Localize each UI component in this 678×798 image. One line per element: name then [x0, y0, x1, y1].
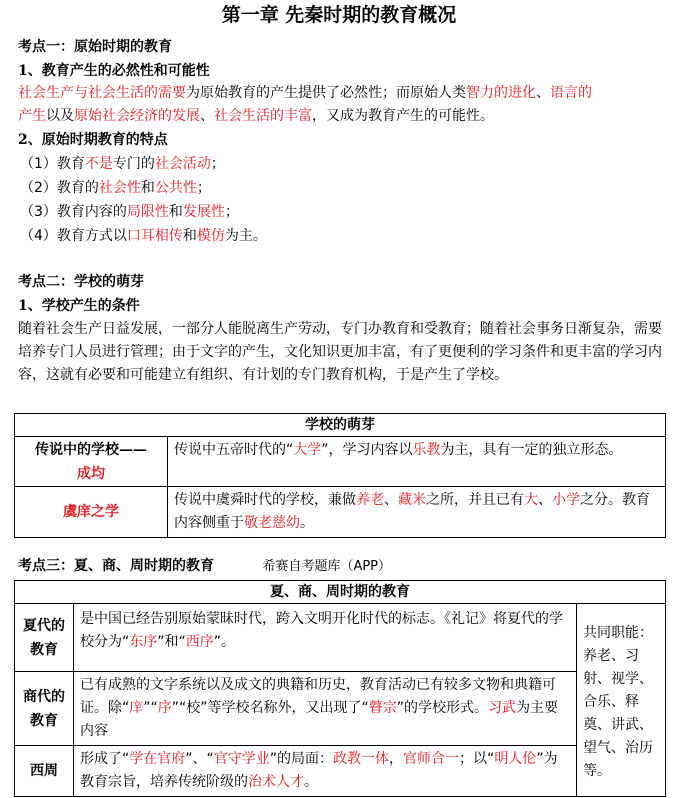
p1-e: 语言的 — [550, 85, 592, 101]
section1-sub2: 2、原始时期教育的特点 — [18, 132, 168, 148]
chapter-title: 第一章 先秦时期的教育概况 — [221, 4, 457, 26]
xsz-table-caption: 夏、商、周时期的教育 — [15, 581, 666, 604]
row-content-xia: 是中国已经告别原始蒙昧时代，跨入文明开化时代的标志。《礼记》将夏代的学校分为“东序”和“西序”。 — [74, 604, 577, 672]
sprout-table — [14, 413, 666, 538]
p1-i: 、 — [200, 108, 214, 124]
section2-paragraph: 随着社会生产日益发展，一部分人能脱离生产劳动，专门办教育和受教育；随着社会事务日渐复杂，需要培养专门人员进行管理；由于文字的产生，文化知识更加丰富，有了更便利的学习条件和更丰富的学习内容，这就有必要和可能建立有组织、有计划的专门教育机构，于是产生了学校。 — [18, 321, 662, 383]
p1-d: 、 — [536, 85, 550, 101]
row-content-yuxiang: 传说中虞舜时代的学校，兼做养老、藏米之所，并且已有大、小学之分。教育内容侧重于敬老慈幼。 — [168, 487, 666, 538]
feature-item: （2）教育的社会性和公共性； — [20, 180, 211, 196]
section3-header — [18, 556, 391, 577]
row-label-xia: 夏代的教育 — [15, 604, 74, 672]
row-content-chengjun: 传说中五帝时代的“大学”，学习内容以乐教为主，具有一定的独立形态。 — [168, 437, 666, 487]
feature-item: （1）教育不是专门的社会活动； — [20, 156, 225, 172]
section1-heading: 考点一：原始时期的教育 — [18, 39, 172, 55]
section1-paragraph — [18, 82, 663, 128]
common-functions: 共同职能：养老、习射、视学、合乐、释奠、讲武、望气、治历等。 — [577, 604, 666, 797]
row-label-zhou: 西周 — [15, 746, 74, 797]
row-content-zhou: 形成了“学在官府”、“官守学业”的局面：政教一体，官师合一；以“明人伦”为教育宗旨，培养传统阶级的治术人才。 — [74, 746, 577, 797]
row-content-shang: 已有成熟的文字系统以及成文的典籍和历史，教育活动已有较多文物和典籍可证。除“庠”“序”“校”等学校名称外，又出现了“瞽宗”的学校形式。习武为主要内容 — [74, 672, 577, 746]
p1-f: 产生 — [18, 108, 46, 124]
section2-heading: 考点二：学校的萌芽 — [18, 274, 144, 290]
p1-j: 社会生活的丰富 — [214, 108, 312, 124]
row-label-chengjun: 传说中的学校—— 成均 — [15, 437, 168, 487]
p1-k: ，又成为教育产生的可能性。 — [312, 108, 494, 124]
p1-c: 智力的进化 — [466, 85, 536, 101]
p1-h: 原始社会经济的发展 — [74, 108, 200, 124]
section3-heading: 考点三：夏、商、周时期的教育 — [18, 558, 214, 574]
feature-item: （4）教育方式以口耳相传和模仿为主。 — [20, 228, 267, 244]
p1-g: 以及 — [46, 108, 74, 124]
row-label-yuxiang: 虞庠之学 — [15, 487, 168, 538]
section2-sub1: 1、学校产生的条件 — [18, 298, 140, 314]
p1-a: 社会生产与社会生活的需要 — [18, 85, 186, 101]
feature-item: （3）教育内容的局限性和发展性； — [20, 204, 239, 220]
row-label-shang: 商代的教育 — [15, 672, 74, 746]
section1-sub1: 1、教育产生的必然性和可能性 — [18, 63, 210, 79]
p1-b: 为原始教育的产生提供了必然性；而原始人类 — [186, 85, 466, 101]
app-note: 希赛自考题库（APP） — [262, 559, 392, 574]
xsz-table — [14, 580, 666, 797]
sprout-table-caption: 学校的萌芽 — [15, 414, 666, 437]
